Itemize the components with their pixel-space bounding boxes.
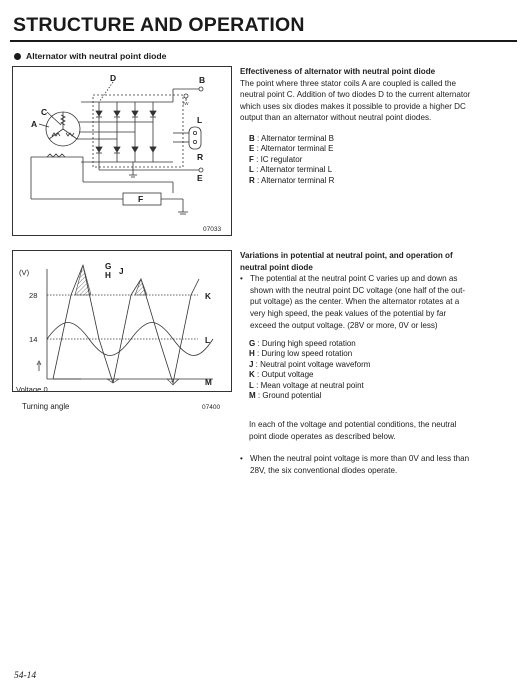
effectiveness-heading: Effectiveness of alternator with neutral point diode: [240, 67, 436, 76]
hatch-lower-2: [167, 379, 179, 385]
label-G: G: [105, 262, 112, 271]
label-H: H: [105, 271, 111, 280]
legend-item-B: B : Alternator terminal B: [249, 134, 334, 143]
label-D: D: [110, 73, 117, 83]
legend-item-K: K : Output voltage: [249, 370, 314, 380]
legend-item-R: R : Alternator terminal R: [249, 175, 335, 185]
label-IW: IW: [183, 101, 189, 106]
page-number: 54-14: [14, 671, 37, 681]
tick-28: 28: [29, 291, 38, 300]
waveform-figure: [12, 250, 232, 392]
label-M: M: [205, 378, 212, 387]
label-F: F: [138, 194, 144, 204]
label-E: E: [197, 173, 203, 183]
page-title: STRUCTURE AND OPERATION: [13, 14, 305, 36]
effectiveness-line-2: neutral point C. Addition of two diodes D to the current alternator: [240, 90, 471, 100]
effectiveness-line-3: which uses six diodes makes it possible to provide a higher DC: [240, 101, 466, 111]
alternator-circuit-figure: [12, 66, 232, 236]
bullet-dot-icon: [14, 53, 21, 60]
label-J: J: [119, 267, 124, 276]
figure1-id: 07033: [203, 226, 222, 233]
legend-item-E: E : Alternator terminal E: [249, 144, 334, 154]
variations-block: [240, 250, 517, 331]
waveform-diagram: [13, 251, 231, 391]
label-L-wave: L: [205, 336, 211, 345]
legend-item-L: L : Alternator terminal L: [249, 165, 333, 175]
figure2-id: 07400: [202, 404, 221, 411]
label-B: B: [199, 75, 206, 85]
effectiveness-legend: [249, 134, 509, 186]
effectiveness-line-1: The point where three stator coils A are coupled is called the: [240, 78, 456, 88]
variations-heading-line-1: Variations in potential at neutral point, and operation of: [240, 251, 453, 260]
section-heading: [14, 51, 166, 61]
label-K: K: [205, 292, 211, 301]
variations-legend: [249, 339, 509, 401]
legend-item-G: G : During high speed rotation: [249, 339, 356, 348]
effectiveness-line-4: output than an alternator without neutral point diodes.: [240, 113, 432, 123]
section-heading-text: Alternator with neutral point diode: [26, 51, 167, 61]
variations-heading-line-2: neutral point diode: [240, 262, 313, 272]
legend-item-L2: L : Mean voltage at neutral point: [249, 380, 364, 390]
label-R: R: [197, 152, 204, 162]
legend-item-F: F : IC regulator: [249, 154, 303, 164]
hatch-upper-2: [135, 279, 147, 295]
title-rule: [10, 40, 517, 42]
variations-bullet-2: • When the neutral point voltage is more than 0V and less than 28V, the six conventional diodes operate.: [240, 453, 517, 476]
variations-bullet-1: • The potential at the neutral point C varies up and down as shown with the neutral point DC voltage (one half of the out- put voltage) as the center. When the alternator rotates at a very high speed, the peak values of the potential by far exceed the output voltage. (28V or more, 0V or less): [240, 273, 517, 331]
circuit-diagram: [13, 67, 231, 235]
turning-angle-label: Turning angle: [22, 402, 70, 411]
effectiveness-block: [240, 66, 517, 124]
hatch-lower-1: [107, 379, 119, 383]
tick-14: 14: [29, 335, 38, 344]
legend-item-M: M : Ground potential: [249, 391, 322, 401]
label-C: C: [41, 107, 48, 117]
label-L: L: [197, 115, 203, 125]
variations-paragraph-2: In each of the voltage and potential conditions, the neutral point diode operates as described below.: [249, 420, 457, 441]
voltage-label: Voltage 0: [16, 385, 48, 391]
legend-item-J: J : Neutral point voltage waveform: [249, 359, 371, 369]
label-A: A: [31, 119, 38, 129]
legend-item-H: H : During low speed rotation: [249, 349, 353, 359]
unit-label: (V): [19, 268, 30, 277]
